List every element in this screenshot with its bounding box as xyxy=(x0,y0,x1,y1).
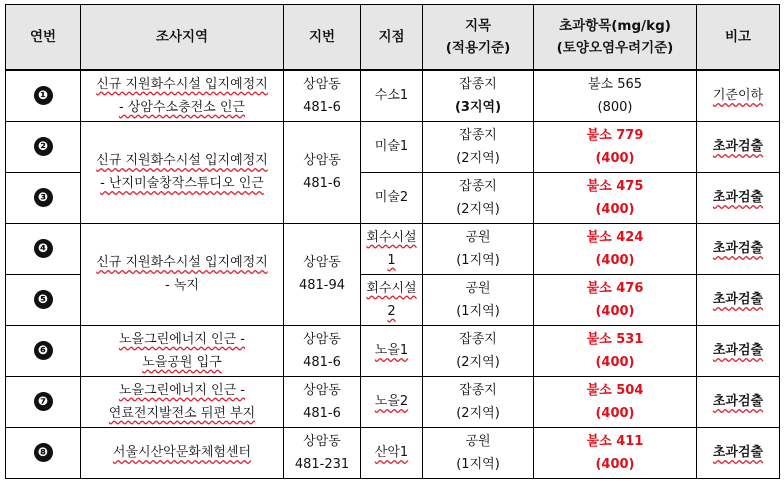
number-badge: ❻ xyxy=(34,341,53,360)
survey-area-line: 연료전지발전소 뒤편 부지 xyxy=(108,405,256,421)
landuse-cell xyxy=(423,274,534,325)
standard-value: (3지역) xyxy=(454,99,502,115)
standard-value: (2지역) xyxy=(456,150,500,166)
measured-value: 불소 504 xyxy=(586,382,644,398)
limit-value: (800) xyxy=(597,99,633,115)
note-text: 초과검출 xyxy=(712,343,764,358)
row-number xyxy=(6,70,81,121)
lot-cell xyxy=(284,427,361,478)
note-text: 초과검출 xyxy=(712,445,764,460)
header-exceed-line2: (토양오염우려기준) xyxy=(556,40,674,56)
table-row xyxy=(6,427,780,478)
header-point: 지점 xyxy=(361,5,423,71)
landuse-cell xyxy=(423,172,534,223)
lot-line: 상암동 xyxy=(303,331,341,347)
point-cell xyxy=(361,223,423,274)
survey-area-line: 노을그린에너지 인근 - xyxy=(119,382,245,398)
header-landuse-line1: 지목 xyxy=(464,18,492,34)
landuse-value: 공원 xyxy=(465,433,491,449)
header-note: 비고 xyxy=(697,5,780,71)
lot-cell xyxy=(284,223,361,325)
row-number xyxy=(6,172,81,223)
survey-area-cell xyxy=(81,427,284,478)
note-cell xyxy=(697,325,780,376)
number-badge: ❽ xyxy=(34,443,53,462)
point-text: 산악1 xyxy=(374,445,409,460)
measured-value: 불소 424 xyxy=(586,229,644,245)
header-landuse-line2: (적용기준) xyxy=(445,40,511,56)
limit-value: (400) xyxy=(595,150,635,166)
measured-value: 불소 565 xyxy=(587,76,643,92)
landuse-cell xyxy=(423,70,534,121)
landuse-value: 공원 xyxy=(465,229,491,245)
survey-area-line: 신규 지원화수시설 입지예정지 xyxy=(96,153,268,168)
measured-value: 불소 779 xyxy=(586,127,644,143)
standard-value: (2지역) xyxy=(456,405,500,421)
survey-area-line: - 녹지 xyxy=(165,278,199,293)
note-cell xyxy=(697,172,780,223)
limit-value: (400) xyxy=(595,252,635,268)
survey-area-line: 신규 지원화수시설 입지예정지 xyxy=(96,76,268,92)
note-text: 초과검출 xyxy=(712,139,764,154)
point-text: 회수시설1 xyxy=(366,229,417,268)
landuse-value: 잡종지 xyxy=(459,331,497,347)
note-cell xyxy=(697,223,780,274)
lot-line: 상암동 xyxy=(303,255,341,270)
point-text: 회수시설2 xyxy=(366,280,417,319)
lot-line: 481-6 xyxy=(303,99,341,115)
note-cell xyxy=(697,376,780,427)
lot-line: 481-94 xyxy=(298,278,346,293)
landuse-value: 잡종지 xyxy=(459,76,497,92)
header-lot: 지번 xyxy=(284,5,361,71)
point-cell xyxy=(361,274,423,325)
point-cell: 미술2 xyxy=(361,172,423,223)
standard-value: (1지역) xyxy=(456,252,500,268)
measured-value: 불소 531 xyxy=(586,331,644,347)
exceed-cell xyxy=(534,376,697,427)
lot-line: 481-6 xyxy=(303,176,341,191)
standard-value: (2지역) xyxy=(456,354,500,370)
header-row xyxy=(6,5,780,71)
point-cell: 수소1 xyxy=(361,70,423,121)
standard-value: (1지역) xyxy=(456,456,500,472)
point-text: 노을2 xyxy=(374,394,409,409)
note-cell xyxy=(697,427,780,478)
landuse-value: 잡종지 xyxy=(459,178,497,194)
note-text: 초과검출 xyxy=(712,241,764,256)
number-badge: ❺ xyxy=(34,290,53,309)
row-number xyxy=(6,274,81,325)
landuse-value: 잡종지 xyxy=(459,127,497,143)
table-row xyxy=(6,325,780,376)
note-cell xyxy=(697,70,780,121)
soil-survey-table-wrapper xyxy=(5,4,780,479)
survey-area-cell xyxy=(81,325,284,376)
landuse-cell xyxy=(423,223,534,274)
exceed-cell xyxy=(534,427,697,478)
limit-value: (400) xyxy=(595,405,635,421)
survey-area-line: - 상암수소충전소 인근 xyxy=(119,99,245,115)
point-cell xyxy=(361,376,423,427)
survey-area-line: 노을그린에너지 인근 - xyxy=(119,331,245,347)
survey-area-cell xyxy=(81,70,284,121)
lot-line: 상암동 xyxy=(303,153,341,168)
measured-value: 불소 476 xyxy=(586,280,644,296)
lot-line: 상암동 xyxy=(303,433,341,449)
survey-area-cell xyxy=(81,223,284,325)
landuse-value: 잡종지 xyxy=(459,382,497,398)
landuse-value: 공원 xyxy=(465,280,491,296)
table-row xyxy=(6,121,780,172)
note-text: 초과검출 xyxy=(712,292,764,307)
lot-cell xyxy=(284,121,361,223)
standard-value: (2지역) xyxy=(456,201,500,217)
exceed-cell xyxy=(534,325,697,376)
number-badge: ❸ xyxy=(34,188,53,207)
measured-value: 불소 411 xyxy=(586,433,644,449)
note-text: 기준이하 xyxy=(712,88,764,104)
point-cell xyxy=(361,325,423,376)
row-number xyxy=(6,223,81,274)
table-row xyxy=(6,376,780,427)
header-no: 연번 xyxy=(6,5,81,71)
lot-line: 481-231 xyxy=(294,456,350,472)
table-row xyxy=(6,70,780,121)
point-cell xyxy=(361,427,423,478)
point-cell: 미술1 xyxy=(361,121,423,172)
lot-cell xyxy=(284,325,361,376)
lot-cell xyxy=(284,70,361,121)
limit-value: (400) xyxy=(595,354,635,370)
note-cell xyxy=(697,121,780,172)
landuse-cell xyxy=(423,325,534,376)
lot-cell xyxy=(284,376,361,427)
survey-area-line: - 난지미술창작스튜디오 인근 xyxy=(100,176,264,191)
lot-line: 상암동 xyxy=(303,76,341,92)
exceed-cell xyxy=(534,70,697,121)
lot-line: 상암동 xyxy=(303,382,341,398)
survey-area-cell xyxy=(81,121,284,223)
lot-line: 481-6 xyxy=(303,405,341,421)
exceed-cell xyxy=(534,172,697,223)
header-exceed xyxy=(534,5,697,71)
number-badge: ❼ xyxy=(34,392,53,411)
survey-area-line: 서울시산악문화체험센터 xyxy=(112,445,252,460)
number-badge: ❷ xyxy=(34,137,53,156)
header-landuse xyxy=(423,5,534,71)
row-number xyxy=(6,376,81,427)
number-badge: ❹ xyxy=(34,239,53,258)
note-text: 초과검출 xyxy=(712,394,764,409)
standard-value: (1지역) xyxy=(456,303,500,319)
number-badge: ❶ xyxy=(34,86,53,105)
survey-area-line: 신규 지원화수시설 입지예정지 xyxy=(96,255,268,270)
row-number xyxy=(6,325,81,376)
header-area: 조사지역 xyxy=(81,5,284,71)
survey-area-cell xyxy=(81,376,284,427)
landuse-cell xyxy=(423,427,534,478)
survey-area-line: 노을공원 입구 xyxy=(142,354,222,370)
limit-value: (400) xyxy=(595,456,635,472)
header-exceed-line1: 초과항목(mg/kg) xyxy=(559,18,671,34)
soil-survey-table xyxy=(5,4,780,479)
landuse-cell xyxy=(423,121,534,172)
lot-line: 481-6 xyxy=(303,354,341,370)
exceed-cell xyxy=(534,223,697,274)
measured-value: 불소 475 xyxy=(586,178,644,194)
point-text: 노을1 xyxy=(374,343,409,358)
note-text: 초과검출 xyxy=(712,190,764,205)
table-row xyxy=(6,223,780,274)
row-number xyxy=(6,121,81,172)
limit-value: (400) xyxy=(595,303,635,319)
exceed-cell xyxy=(534,121,697,172)
limit-value: (400) xyxy=(595,201,635,217)
row-number xyxy=(6,427,81,478)
landuse-cell xyxy=(423,376,534,427)
exceed-cell xyxy=(534,274,697,325)
note-cell xyxy=(697,274,780,325)
